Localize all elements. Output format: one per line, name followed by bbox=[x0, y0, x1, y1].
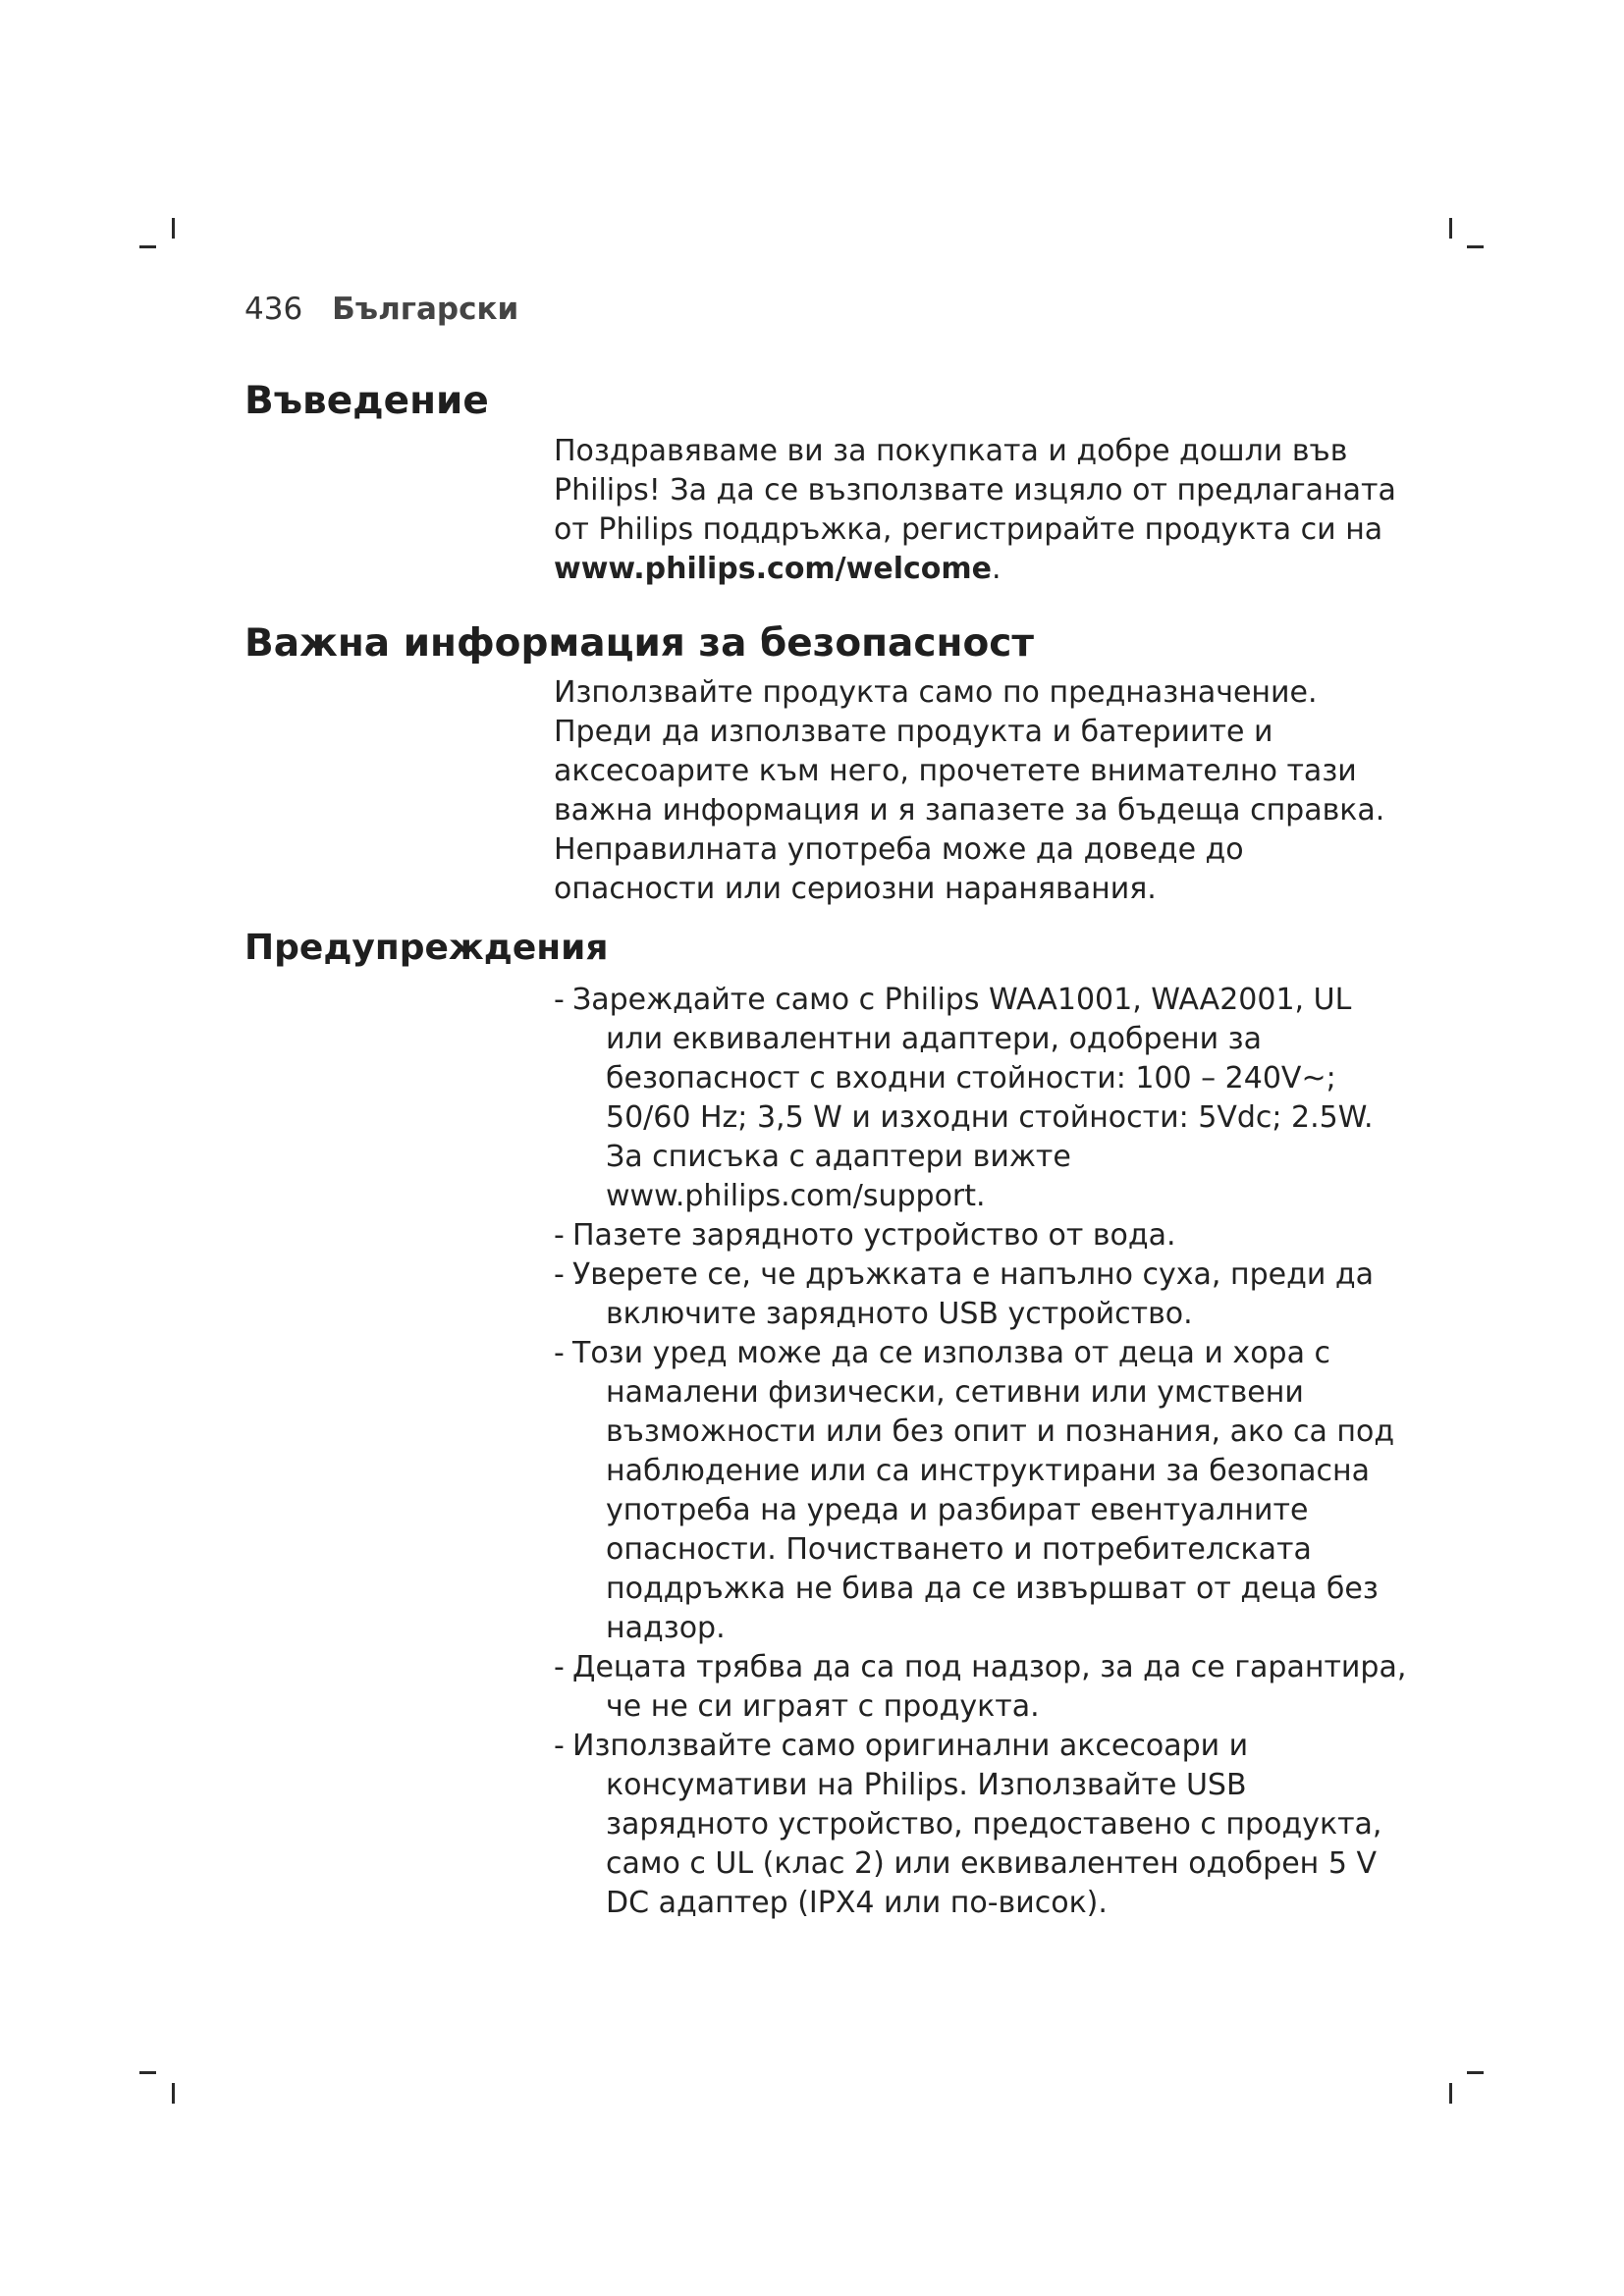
safety-heading: Важна информация за безопасност bbox=[244, 621, 1034, 666]
warning-item bbox=[554, 1255, 1408, 1334]
warnings-heading: Предупреждения bbox=[244, 928, 609, 968]
warning-item bbox=[554, 981, 1408, 1216]
bullet-dash: - bbox=[554, 1650, 565, 1684]
page-language: Български bbox=[332, 292, 519, 327]
intro-text: Поздравяваме ви за покупката и добре дошли във Philips! За да се възползвате изцяло от предлаганата от Philips поддръжка, регистрирайте продукта си на bbox=[554, 434, 1396, 547]
crop-mark-top-right-v bbox=[1449, 218, 1452, 239]
crop-mark-bottom-right-h bbox=[1467, 2071, 1484, 2074]
warning-text: Зареждайте само с Philips WAA1001, WAA2001, UL или еквивалентни адаптери, одобрени за безопасност с входни стойности: 100 – 240V~; 50/60 Hz; 3,5 W и изходни стойности: 5Vdc; 2.5W. За списъка с адаптери вижте bbox=[572, 983, 1374, 1174]
welcome-link[interactable]: www.philips.com/welcome bbox=[554, 552, 992, 586]
warning-item bbox=[554, 1727, 1408, 1923]
safety-body bbox=[554, 673, 1408, 909]
page-header bbox=[244, 292, 518, 331]
page-number: 436 bbox=[244, 292, 303, 327]
warning-text: Пазете зарядното устройство от вода. bbox=[572, 1218, 1176, 1253]
bullet-dash: - bbox=[554, 983, 565, 1017]
warning-text: Уверете се, че дръжката е напълно суха, преди да включите зарядното USB устройство. bbox=[572, 1257, 1374, 1331]
bullet-dash: - bbox=[554, 1218, 565, 1253]
warning-text-end: . bbox=[976, 1179, 986, 1213]
warning-item bbox=[554, 1334, 1408, 1648]
crop-mark-top-right-h bbox=[1467, 245, 1484, 248]
safety-paragraph: Използвайте продукта само по предназначение. Преди да използвате продукта и батериите и аксесоарите към него, прочетете внимателно тази важна информация и я запазете за бъдеща справка. Неправилната употреба може да доведе до опасности или сериозни наранявания. bbox=[554, 675, 1385, 906]
warning-text: Този уред може да се използва от деца и хора с намалени физически, сетивни или умствени възможности или без опит и познания, ако са под наблюдение или са инструктирани за безопасна употреба на уреда и разбират евентуалните опасности. Почистването и потребителската поддръжка не бива да се извършват от деца без надзор. bbox=[572, 1336, 1395, 1645]
crop-mark-bottom-left-v bbox=[172, 2083, 175, 2104]
intro-heading: Въведение bbox=[244, 379, 489, 423]
warning-text: Използвайте само оригинални аксесоари и консумативи на Philips. Използвайте USB зарядното устройство, предоставено с продукта, само с UL (клас 2) или еквивалентен одобрен 5 V DC адаптер (IPX4 или по-висок). bbox=[572, 1729, 1382, 1920]
bullet-dash: - bbox=[554, 1257, 565, 1292]
warning-item bbox=[554, 1216, 1408, 1255]
crop-mark-top-left-h bbox=[139, 245, 156, 248]
crop-mark-bottom-right-v bbox=[1449, 2083, 1452, 2104]
warning-text: Децата трябва да са под надзор, за да се гарантира, че не си играят с продукта. bbox=[572, 1650, 1407, 1724]
intro-text-end: . bbox=[992, 552, 1001, 586]
support-link[interactable]: www.philips.com/support bbox=[606, 1179, 977, 1213]
bullet-dash: - bbox=[554, 1729, 565, 1763]
crop-mark-bottom-left-h bbox=[139, 2071, 156, 2074]
crop-mark-top-left-v bbox=[172, 218, 175, 239]
intro-paragraph bbox=[554, 432, 1408, 589]
bullet-dash: - bbox=[554, 1336, 565, 1370]
intro-body bbox=[554, 432, 1408, 589]
warnings-list bbox=[554, 981, 1408, 1923]
warning-item bbox=[554, 1648, 1408, 1727]
